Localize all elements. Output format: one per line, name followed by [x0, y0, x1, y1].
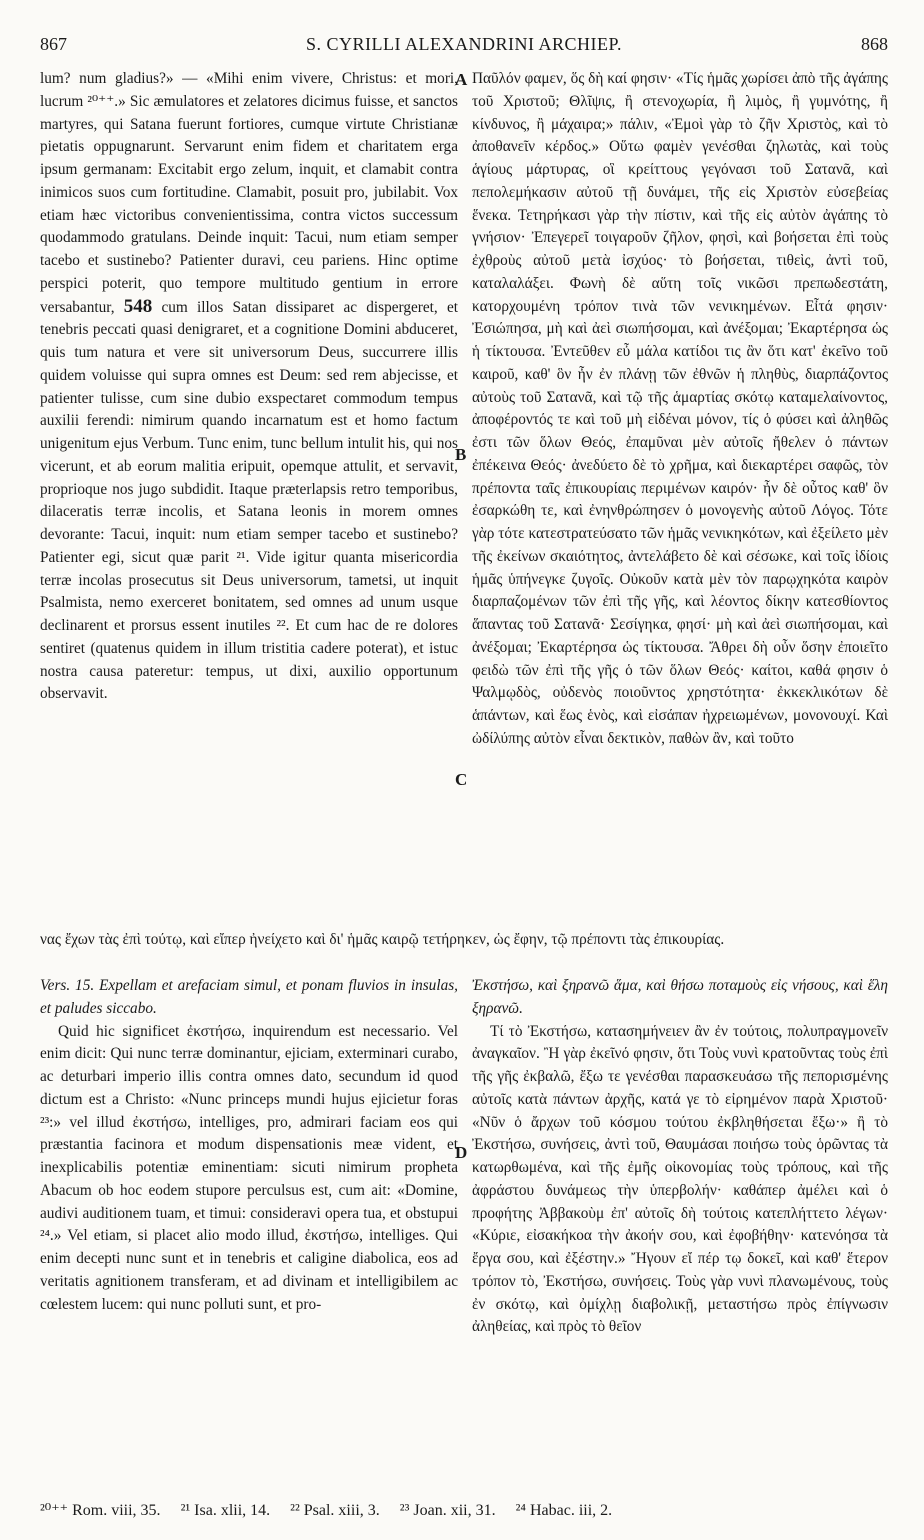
- greek-commentary: Τί τὸ Ἐκστήσω, κατασημήνειεν ἂν ἐν τούτοις, πολυπραγμονεῖν ἀναγκαῖον. Ἢ γὰρ ἐκεῖνό φησιν, ὅτι Τοὺς νυνὶ κρατοῦντας τοὺς ἐπὶ τῆς γῆς ἐκβαλῶ, ἔξω τε γενέσθαι παρασκευάσω τῆς πεπορισμένης αὐτοῖς κατὰ πάντων ἀρχῆς, κατά γε τὸ εἰρημένον παρὰ Χριστοῦ· «Νῦν ὁ ἄρχων τοῦ κόσμου τούτου ἐκβληθήσεται ἔξω·» ἢ τὸ Ἐκστήσω, συνήσεις, ἀντὶ τοῦ, Θαυμάσαι ποιήσω τοὺς ὁρῶντας τὰ κατωρθωμένα, καὶ τῆς ἐμῆς οἰκονομίας τοὺς τρόπους, καὶ τῆς ἀφράστου δυνάμεως τὴν ὑπερβολήν· καθάπερ ἀμέλει καὶ ὁ προφήτης Ἀββακοὺμ ἐπ' αὐτοῖς δὴ τούτοις κατεπλήττετο λέγων· «Κύριε, εἰσακήκοα τὴν ἀκοήν σου, καὶ ἐφοβήθην· κατενόησα τὰ ἔργα σου, καὶ ἐξέστην.» Ἤγουν εἴ πέρ τῳ δοκεῖ, καὶ καθ' ἕτερον τρόπον τὸ, Ἐκστήσω, συνήσεις. Τοὺς γὰρ νυνὶ πλανωμένους, τοὺς ἐν σκότῳ, καὶ ὀμίχλῃ διαβολικῇ, μεταστήσω πρὸς ἐπίγνωσιν ἀληθείας, καὶ πρὸς τὸ θεῖον: [472, 1022, 888, 1336]
- footnote: ²² Psal. xiii, 3.: [290, 1502, 380, 1519]
- margin-marker-b: B: [455, 445, 467, 464]
- margin-marker-c: C: [455, 770, 468, 789]
- page-number-right: 868: [861, 34, 888, 54]
- latin-paragraph-1: [40, 68, 458, 706]
- footnote: ²⁰⁺⁺ Rom. viii, 35.: [40, 1502, 161, 1519]
- greek-column-top: [472, 68, 888, 751]
- running-title: S. CYRILLI ALEXANDRINI ARCHIEP.: [305, 34, 622, 54]
- verse-heading-greek: Ἐκστήσω, καὶ ξηρανῶ ἅμα, καὶ θήσω ποταμοὺς εἰς νήσους, καὶ ἕλη ξηρανῶ.: [472, 977, 888, 1017]
- page-number-left: 867: [40, 34, 67, 54]
- margin-marker-a: A: [455, 70, 468, 89]
- spanning-line-right: τὰς ἐπικουρίας.: [629, 931, 725, 948]
- latin-column-top: [40, 68, 458, 706]
- greek-paragraph-1: Παῦλόν φαμεν, ὅς δὴ καί φησιν· «Τίς ἡμᾶς χωρίσει ἀπὸ τῆς ἀγάπης τοῦ Χριστοῦ; Θλῖψις, ἢ στενοχωρία, ἢ λιμὸς, ἢ γυμνότης, ἢ κίνδυνος, ἢ μάχαιρα;» πάλιν, «Ἐμοὶ γὰρ τὸ ζῆν Χριστὸς, καὶ τὸ ἀποθανεῖν κέρδος.» Οὕτω φαμὲν γενέσθαι ζηλωτὰς, καὶ τοὺς ἁγίους μάρτυρας, οἳ κρείττους γεγόνασι τοῦ Σατανᾶ, καὶ πεπολεμήκασιν αὐτοῦ τῇ δυνάμει, τῆς εἰς Χριστὸν εὐσεβείας ἕνεκα. Τετηρήκασι γὰρ τὴν πίστιν, καὶ τῆς εἰς αὐτὸν ἀγάπης τὸ γνήσιον· Ἐπεγερεῖ τοιγαροῦν ζῆλον, φησὶ, καὶ βοήσεται ἐπὶ τοὺς ἐχθροὺς αὐτοῦ μετὰ ἰσχύος· τὸ βοήσεται, τιθεὶς, ἀντὶ τοῦ, καταλαλάξει. Φωνὴ δὲ αὕτη τοῖς νικῶσι πρεπωδεστάτη, κατορχουμένη τρόπον τινὰ τῶν νενικημένων. Εἶτά φησιν· Ἐσιώπησα, μὴ καὶ ἀεὶ σιωπήσομαι, καὶ ἀνέξομαι; Ἐκαρτέρησα ὡς ἡ τίκτουσα. Ἐντεῦθεν εὖ μάλα κατίδοι τις ἂν ὅτι κατ' ἐκεῖνο τοῦ καιροῦ, καθ' ὃν ἦν ἐν πλάνῃ τῶν ἐθνῶν ἡ πληθὺς, διαρπάζοντος αὐτοὺς τοῦ Σατανᾶ, καὶ τῷ τῆς ἁμαρτίας σκότῳ καταμελαίνοντος, ἀποφέροντός τε καὶ τοῦ μὴ εἰδέναι μόνον, τίς ὁ φύσει καὶ ἀληθῶς ἐστι τῶν ὅλων Θεός, ἐπαμῦναι μὲν αὐτοῖς ἤθελεν ὁ πάντων ἐπέκεινα Θεός· ἀνεδύετο δὲ τὸ χρῆμα, καὶ διεκαρτέρει σαφῶς, τὸν πρέποντα ταῖς ἐπικουρίαις περιμένων καιρόν· ἦν δὲ οὗτος καθ' ὃν ἐσαρκώθη τε, καὶ ἐνηνθρώπησεν ὁ μονογενὴς αὐτοῦ Λόγος. Τότε γὰρ τότε κατεστρατεύσατο τῶν ἡμᾶς νενικηκότων, καὶ ἐξείλετο μὲν τῆς ἐκείνων σκαιότητος, ἀντελάβετο δὲ καὶ σέσωκε, καὶ τοῖς ἰδίοις ἡμᾶς ὑπήνεγκε ζυγοῖς. Οὐκοῦν κατὰ μὲν τὸν παρῳχηκότα καιρὸν διαρπαζομένων τῶν ἐπὶ τῆς γῆς, καὶ λέοντος δίκην κατεσθίοντος ἅπαντας τοῦ Σατανᾶ· Σεσίγηκα, φησί· μὴ καὶ ἀεὶ σιωπήσομαι, καὶ ἀνέξομαι; Ἐκαρτέρησα ὡς τίκτουσα. Ἄθρει δὴ οὖν ὅσην ἐποιεῖτο φειδὼ τῶν ἐπὶ τῆς γῆς ὁ τῶν ὅλων Θεός· καίτοι, καθά φησιν ὁ Ψαλμῳδὸς, οὐδενὸς ποιοῦντος χρηστότητα· ἐκκεκλικότων δὲ ἁπάντων, καὶ ἕως ἑνὸς, καὶ εἰσάπαν ἠχρειωμένων, μονονουχί. Καὶ ὠδίλύπης αὐτὸν εἶναι δεκτικὸν, παθὼν ἂν, καὶ τοῦτο: [472, 70, 888, 747]
- page-header: [40, 34, 888, 60]
- latin-column-bottom: [40, 975, 458, 1316]
- footnote: ²³ Joan. xii, 31.: [399, 1502, 496, 1519]
- column-number: 548: [123, 295, 153, 317]
- footnote: ²⁴ Habac. iii, 2.: [515, 1502, 613, 1519]
- spanning-line: [40, 929, 888, 952]
- latin-commentary: Quid hic significet ἐκστήσω, inquirendum est necessario. Vel enim dicit: Qui nunc terræ dominantur, ejiciam, exterminari curabo, ac deturbari imperio illis contra omnes dato, secundum id quod dictum est a Christo: «Nunc princeps mundi hujus ejicietur foras ²³:» vel illud ἐκστήσω, intelliges, pro, admirari faciam eos qui præstantia facinora et modum dispensationis meæ vident, et inexplicabilis potentiæ eminentiam: sicuti nimirum propheta Abacum ob hoc eodem stupore perculsus est, cum ait: «Domine, audivi auditionem tuam, et timui: consideravi opera tua, et obstupui ²⁴.» Vel etiam, si placet alio modo illud, ἐκστήσω, intelliges. Qui enim decepti nunc sunt et in tenebris et caligine diabolica, eos ad veritatis agnitionem transferam, et ad divinam et intelligibilem ac cœlestem lucem: qui nunc polluti sunt, et pro-: [40, 1022, 458, 1313]
- latin-text-part-1: lum? num gladius?» — «Mihi enim vivere, Christus: et mori, lucrum ²⁰⁺⁺.» Sic æmulatores et zelatores dicimus fuisse, et sanctos martyres, qui Satana fuerunt fortiores, cumque virtute Christianæ pietatis oppugnarunt. Servarunt enim fidem et charitatem erga ipsum germanam: Excitabit ergo zelum, inquit, et clamabit contra inimicos suos cum fortitudine. Clamabit, posuit pro, jubilabit. Vox etiam hæc victoribus convenientissima, contra victos successum quodammodo gratulans. Deinde inquit: Tacui, num etiam semper tacebo et sustinebo? Patienter duravi, ceu pariens. Hinc optime perspici poterit, quo tempore multitudo gentium in errore versabantur,: [40, 70, 458, 316]
- greek-column-bottom: [472, 975, 888, 1339]
- margin-marker-d: D: [455, 1143, 468, 1162]
- footnote: ²¹ Isa. xlii, 14.: [180, 1502, 271, 1519]
- verse-heading-latin: Vers. 15. Expellam et arefaciam simul, et ponam fluvios in insulas, et paludes siccabo.: [40, 977, 458, 1017]
- footnotes: [40, 1500, 888, 1520]
- spanning-line-left: νας ἔχων τὰς ἐπὶ τούτῳ, καὶ εἴπερ ἠνείχετο καὶ δι' ἡμᾶς καιρῷ τετήρηκεν, ὡς ἔφην, τῷ πρέποντι: [40, 931, 626, 948]
- latin-text-part-2: cum illos Satan dissiparet ac dispergeret, et tenebris peccati quasi denigraret, et a cognitione Domini abduceret, quis tum natura et vere sit universorum Deus, succurrere illis quidem voluisse qui supra omnes est Deum: sed rem abjecisse, et patienter tulisse, cum sine dubio exspectaret commodum tempus auxilii ferendi: nimirum quando incarnatum est et homo factum unigenitum ejus Verbum. Tunc enim, tunc bellum intulit his, qui nos vicerunt, et ab eorum malitia eripuit, opemque attulit, et servavit, proprioque nos jugo subdidit. Itaque præterlapsis retro temporibus, dilaceratis terræ incolis, et Satana leonis in morem omnes devorante: Tacui, inquit: num etiam semper tacebo et sustinebo? Patienter egi, sicut quæ parit ²¹. Vide igitur quanta misericordia terræ incolas prosecutus sit Deus universorum, tametsi, ut inquit Psalmista, nemo exerceret bonitatem, sed omnes ad unum usque declinarent et prorsus essent inutiles ²². Et cum hac de re dolores sentiret (quatenus quidem in illum tristitia cadere poterat), et istuc nostra causa pateretur: tempus, ut dixi, auxilio opportunum observavit.: [40, 298, 458, 703]
